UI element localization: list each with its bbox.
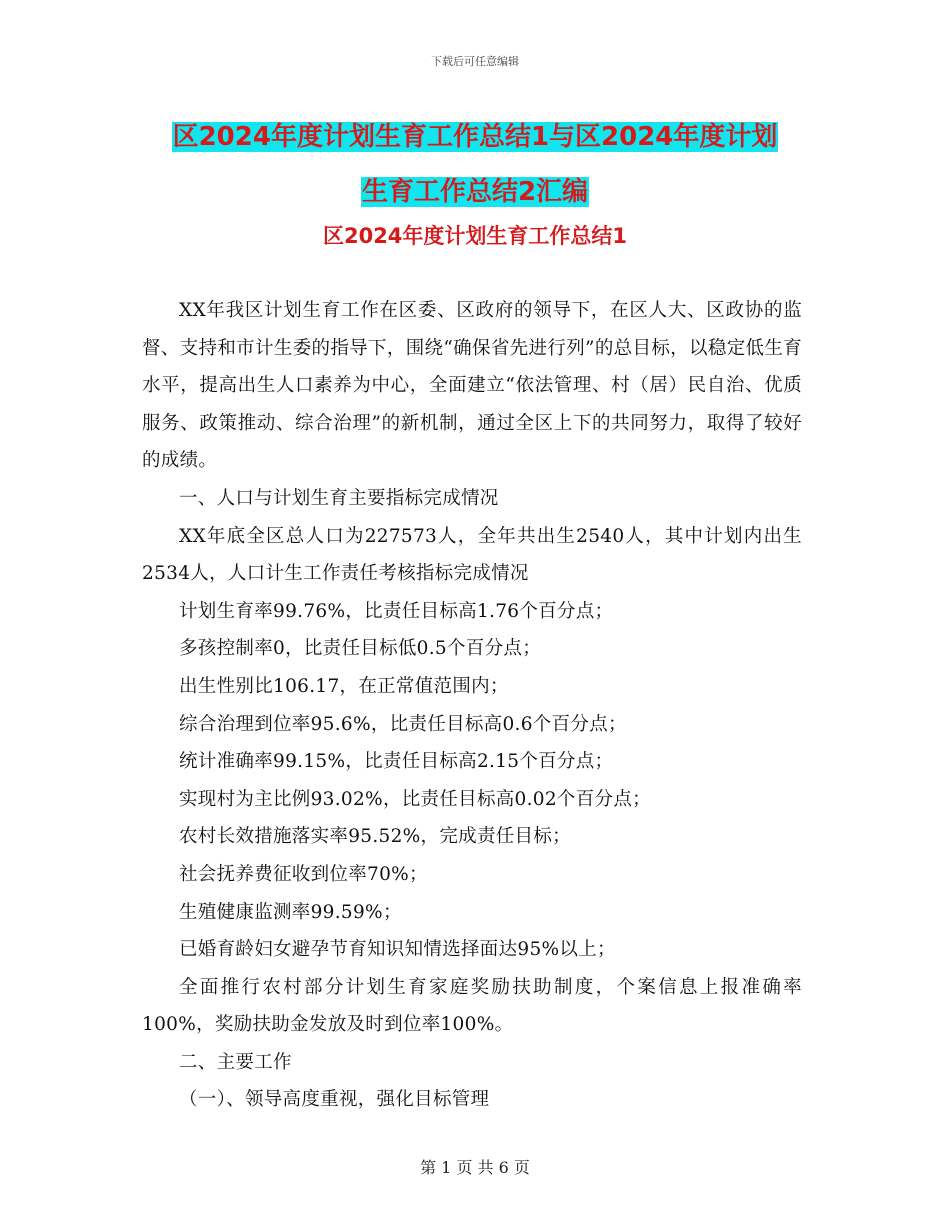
document-title — [142, 110, 808, 220]
paragraph: 实现村为主比例93.02%，比责任目标高0.02个百分点； — [179, 788, 651, 810]
paragraph: 生殖健康监测率99.59%； — [179, 901, 402, 923]
paragraph: 一、人口与计划生育主要指标完成情况 — [179, 487, 499, 509]
header-note: 下载后可任意编辑 — [431, 55, 519, 68]
paragraph: （一）、领导高度重视，强化目标管理 — [179, 1089, 490, 1111]
paragraph: 计划生育率99.76%，比责任目标高1.76个百分点； — [179, 600, 614, 622]
paragraph: 二、主要工作 — [179, 1051, 292, 1073]
paragraph: XX年我区计划生育工作在区委、区政府的领导下，在区人大、区政协的监督、支持和市计生委的指导下，围绕“确保省先进行列”的总目标，以稳定低生育水平，提高出生人口素养为中心，全面建立“依法管理、村（居）民自治、优质服务、政策推动、综合治理”的新机制，通过全区上下的共同努力，取得了较好的成绩。 — [142, 300, 802, 472]
paragraph: XX年底全区总人口为227573人，全年共出生2540人，其中计划内出生2534人，人口计生工作责任考核指标完成情况 — [142, 525, 802, 585]
title-line-2: 生育工作总结2汇编 — [361, 177, 589, 207]
page-footer: 第 1 页 共 6 页 — [420, 1158, 530, 1177]
body-text — [142, 292, 802, 1119]
paragraph: 综合治理到位率95.6%，比责任目标高0.6个百分点； — [179, 713, 627, 735]
section-title: 区2024年度计划生育工作总结1 — [322, 224, 628, 248]
paragraph: 全面推行农村部分计划生育家庭奖励扶助制度，个案信息上报准确率100%，奖励扶助金发放及时到位率100%。 — [142, 976, 802, 1036]
paragraph: 出生性别比106.17，在正常值范围内； — [179, 675, 509, 697]
paragraph: 多孩控制率0，比责任目标低0.5个百分点； — [179, 638, 541, 660]
paragraph: 已婚育龄妇女避孕节育知识知情选择面达95%以上； — [179, 939, 616, 961]
paragraph: 农村长效措施落实率95.52%，完成责任目标； — [179, 826, 571, 848]
paragraph: 统计准确率99.15%，比责任目标高2.15个百分点； — [179, 751, 614, 773]
paragraph: 社会抚养费征收到位率70%； — [179, 863, 428, 885]
title-line-1: 区2024年度计划生育工作总结1与区2024年度计划 — [172, 122, 778, 152]
